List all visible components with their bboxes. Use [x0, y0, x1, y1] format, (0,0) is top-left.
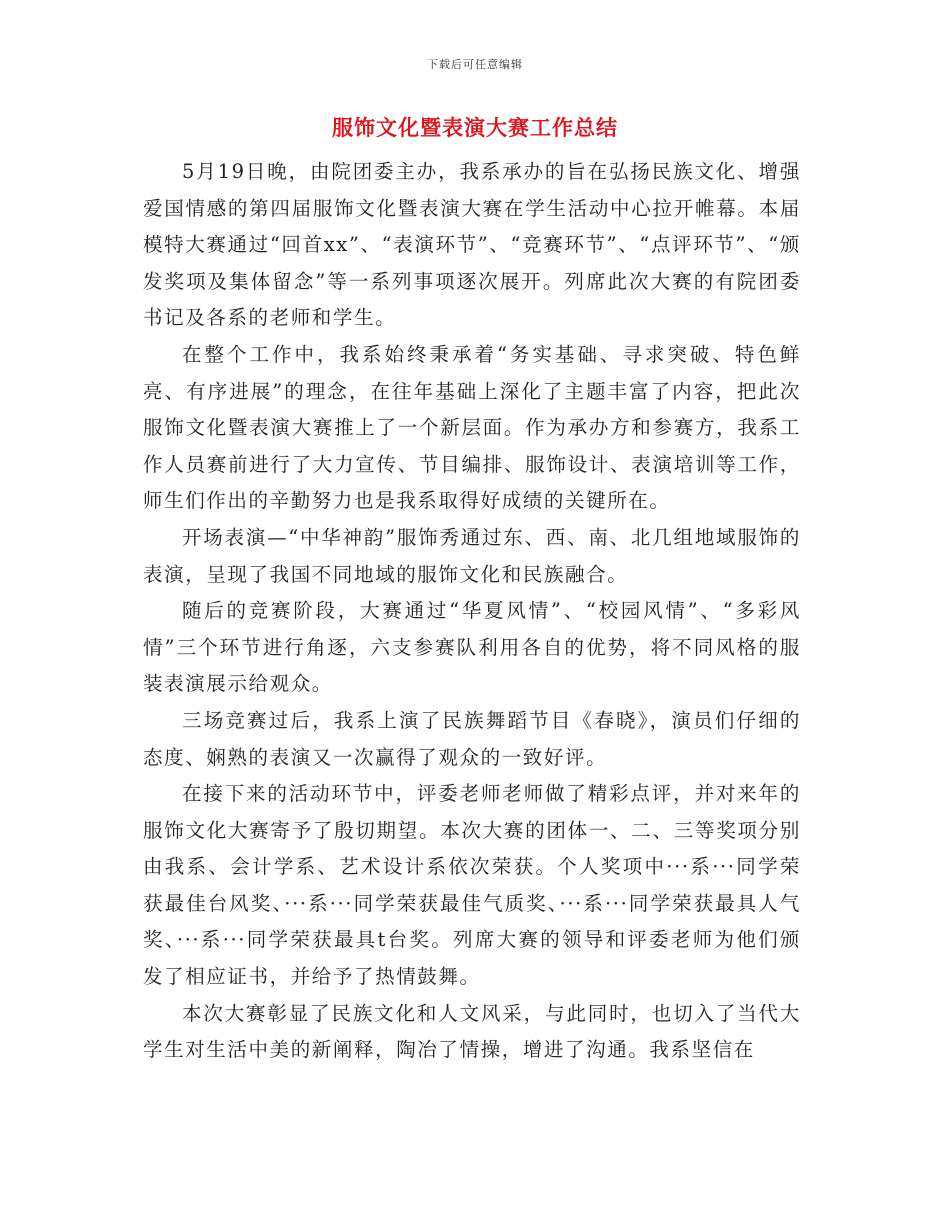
paragraph-7: 本次大赛彰显了民族文化和人文风采，与此同时，也切入了当代大学生对生活中美的新阐释，陶冶了情操，增进了沟通。我系坚信在	[143, 1001, 801, 1062]
paragraph-3: 开场表演—“中华神韵”服饰秀通过东、西、南、北几组地域服饰的表演，呈现了我国不同地域的服饰文化和民族融合。	[143, 525, 801, 586]
paragraph-2: 在整个工作中，我系始终秉承着“务实基础、寻求突破、特色鲜亮、有序进展”的理念，在往年基础上深化了主题丰富了内容，把此次服饰文化暨表演大赛推上了一个新层面。作为承办方和参赛方，我系工作人员赛前进行了大力宣传、节目编排、服饰设计、表演培训等工作，师生们作出的辛勤努力也是我系取得好成绩的关键所在。	[143, 342, 801, 513]
document-body	[143, 154, 801, 1069]
paragraph-1: 5月19日晚，由院团委主办，我系承办的旨在弘扬民族文化、增强爱国情感的第四届服饰文化暨表演大赛在学生活动中心拉开帷幕。本届模特大赛通过“回首xx”、“表演环节”、“竞赛环节”、“点评环节”、“颁发奖项及集体留念”等一系列事项逐次展开。列席此次大赛的有院团委书记及各系的老师和学生。	[143, 160, 801, 330]
document-title: 服饰文化暨表演大赛工作总结	[332, 115, 618, 140]
paragraph-6: 在接下来的活动环节中，评委老师老师做了精彩点评，并对来年的服饰文化大赛寄予了殷切期望。本次大赛的团体一、二、三等奖项分别由我系、会计学系、艺术设计系依次荣获。个人奖项中···系···同学荣获最佳台风奖、···系···同学荣获最佳气质奖、···系···同学荣获最具人气奖、···系···同学荣获最具t台奖。列席大赛的领导和评委老师为他们颁发了相应证书，并给予了热情鼓舞。	[143, 782, 801, 989]
paragraph-5: 三场竞赛过后，我系上演了民族舞蹈节目《春晓》，演员们仔细的态度、娴熟的表演又一次赢得了观众的一致好评。	[143, 708, 801, 769]
header-note: 下载后可任意编辑	[427, 58, 523, 71]
paragraph-4: 随后的竞赛阶段，大赛通过“华夏风情”、“校园风情”、“多彩风情”三个环节进行角逐，六支参赛队利用各自的优势，将不同风格的服装表演展示给观众。	[143, 599, 801, 696]
